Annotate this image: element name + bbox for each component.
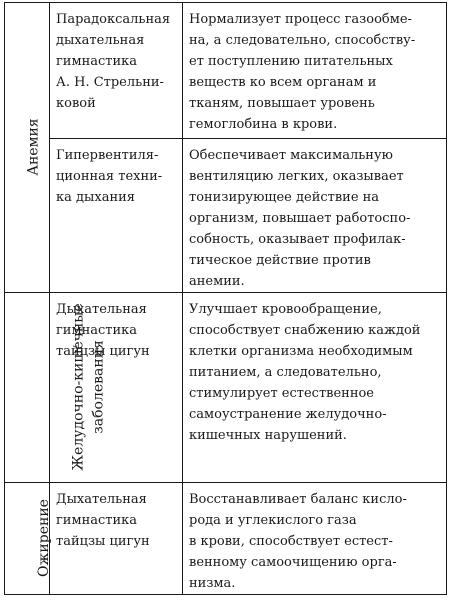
method-line: Дыхательная bbox=[56, 302, 147, 317]
table-row bbox=[5, 293, 447, 483]
effect-cell bbox=[183, 483, 447, 595]
effect-line: Нормализует процесс газообме- bbox=[189, 12, 412, 27]
effect-line: тканям, повышает уровень bbox=[189, 96, 375, 111]
breathing-methods-table bbox=[4, 2, 447, 595]
effect-line: рода и углекислого газа bbox=[189, 513, 357, 528]
category-label: Ожирение bbox=[35, 499, 52, 577]
method-line: ка дыхания bbox=[56, 190, 135, 205]
effect-cell bbox=[183, 3, 447, 139]
effect-line: Улучшает кровообращение, bbox=[189, 302, 382, 317]
effect-line: питанием, а следовательно, bbox=[189, 365, 382, 380]
table-row bbox=[5, 139, 447, 293]
category-cell-anemia bbox=[5, 3, 50, 293]
effect-line: организм, повышает работоспо- bbox=[189, 211, 411, 226]
category-cell-obesity bbox=[5, 483, 50, 595]
method-line: А. Н. Стрельни- bbox=[56, 75, 164, 90]
effect-line: низма. bbox=[189, 576, 236, 591]
effect-line: веществ ко всем органам и bbox=[189, 75, 377, 90]
table-row bbox=[5, 483, 447, 595]
effect-line: венному самоочищению орга- bbox=[189, 555, 397, 570]
effect-cell bbox=[183, 293, 447, 483]
effect-line: тическое действие против bbox=[189, 253, 371, 268]
method-cell bbox=[50, 3, 183, 139]
effect-line: Обеспечивает максимальную bbox=[189, 148, 393, 163]
method-line: ционная техни- bbox=[56, 169, 163, 184]
effect-line: тонизирующее действие на bbox=[189, 190, 380, 205]
effect-line: ет поступлению питательных bbox=[189, 54, 393, 69]
effect-line: гемоглобина в крови. bbox=[189, 117, 338, 132]
method-line: тайцзы цигун bbox=[56, 344, 150, 359]
method-line: ковой bbox=[56, 96, 96, 111]
effect-line: Восстанавливает баланс кисло- bbox=[189, 492, 407, 507]
effect-line: анемии. bbox=[189, 274, 245, 289]
effect-line: собность, оказывает профилак- bbox=[189, 232, 406, 247]
effect-line: в крови, способствует естест- bbox=[189, 534, 393, 549]
effect-line: вентиляцию легких, оказывает bbox=[189, 169, 404, 184]
category-label: Желудочно-кишечные заболевания bbox=[70, 303, 107, 471]
effect-line: стимулирует естественное bbox=[189, 386, 375, 401]
effect-line: способствует снабжению каждой bbox=[189, 323, 421, 338]
method-line: гимнастика bbox=[56, 323, 138, 338]
effect-line: клетки организма необходимым bbox=[189, 344, 413, 359]
method-line: гимнастика bbox=[56, 54, 138, 69]
method-cell bbox=[50, 139, 183, 293]
method-line: дыхательная bbox=[56, 33, 145, 48]
method-line: гимнастика bbox=[56, 513, 138, 528]
method-line: Парадоксальная bbox=[56, 12, 171, 27]
method-cell bbox=[50, 483, 183, 595]
category-label: Анемия bbox=[25, 118, 42, 176]
method-line: Дыхательная bbox=[56, 492, 147, 507]
effect-line: на, а следовательно, способству- bbox=[189, 33, 416, 48]
method-line: Гипервентиля- bbox=[56, 148, 159, 163]
method-line: тайцзы цигун bbox=[56, 534, 150, 549]
table-row bbox=[5, 3, 447, 139]
effect-line: кишечных нарушений. bbox=[189, 428, 347, 443]
effect-line: самоустранение желудочно- bbox=[189, 407, 387, 422]
effect-cell bbox=[183, 139, 447, 293]
